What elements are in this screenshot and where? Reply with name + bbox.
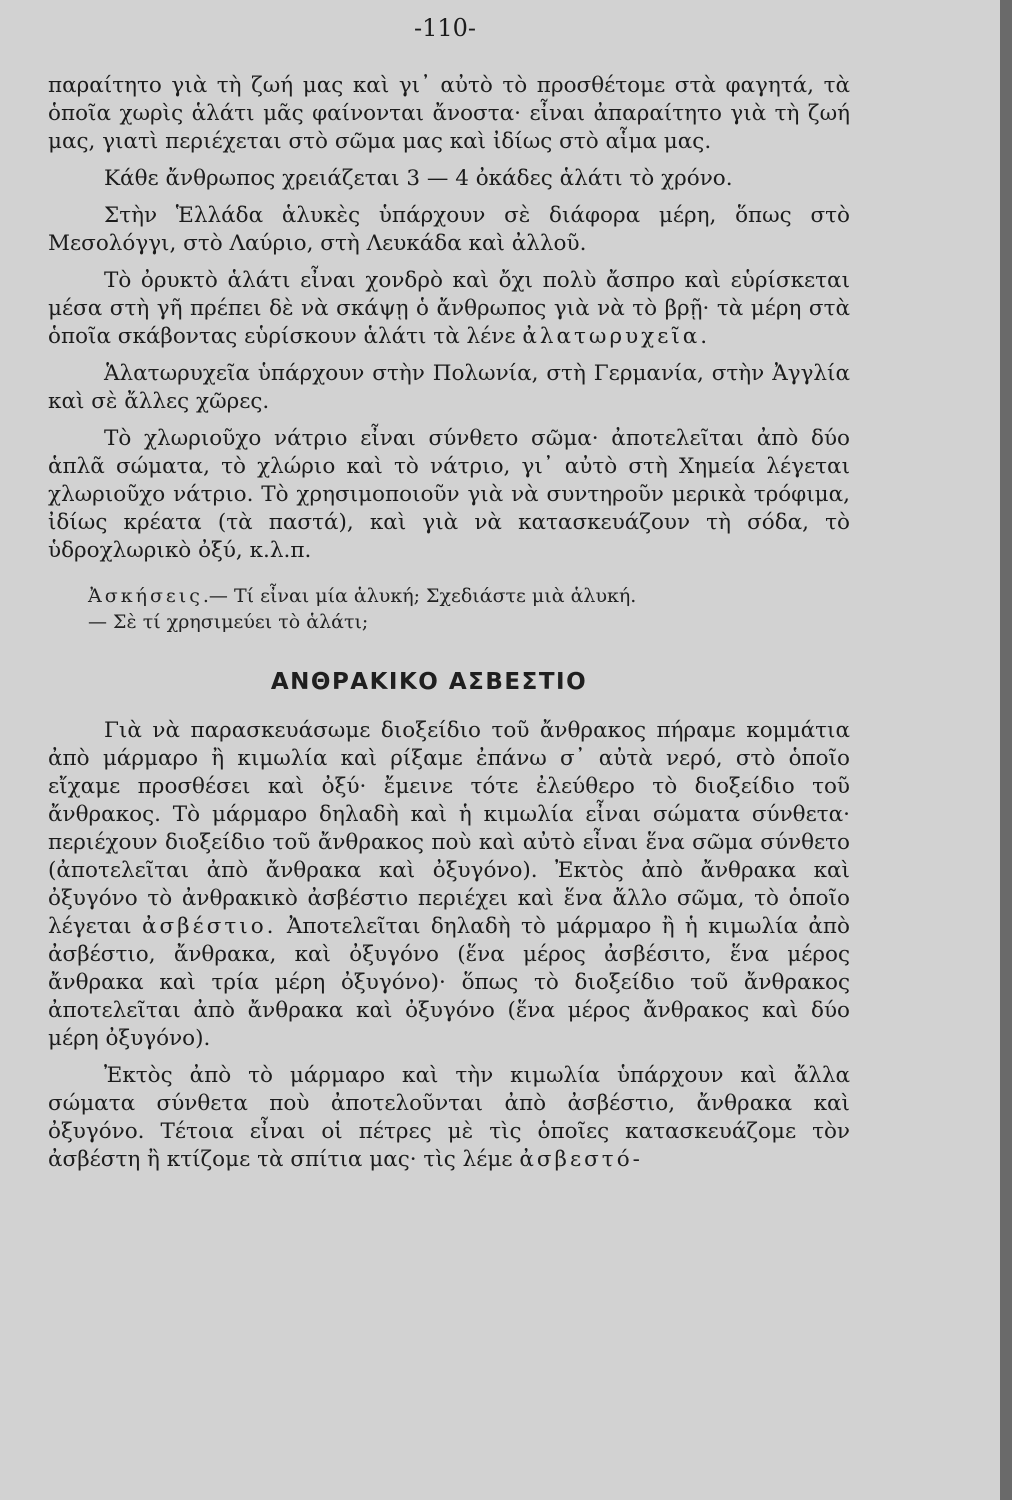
exercises-block [48, 583, 850, 635]
paragraph-calcium-carbonate-1 [48, 717, 850, 1053]
exercise-line-1 [48, 583, 850, 609]
paragraph-calcium-carbonate-2 [48, 1062, 850, 1174]
exercise-question-1: .— Τί εἶναι μία ἁλυκή; Σχεδιάστε μιὰ ἁλυκή. [202, 585, 637, 607]
paragraph-salt-per-year: Κάθε ἄνθρωπος χρειάζεται 3 — 4 ὀκάδες ἁλάτι τὸ χρόνο. [104, 166, 733, 191]
paragraph-salt-mines-countries: Ἁλατωρυχεῖα ὑπάρχουν στὴν Πολωνία, στὴ Γερμανία, στὴν Ἀγγλία καὶ σὲ ἄλλες χῶρες. [48, 361, 850, 414]
calcium-text-before: Γιὰ νὰ παρασκευάσωμε διοξείδιο τοῦ ἄνθρακος πήραμε κομμάτια ἀπὸ μάρμαρο ἢ κιμωλία καὶ ρίξαμε ἐπάνω σ᾿ αὐτὰ νερό, στὸ ὁποῖο εἴχαμε προσθέσει καὶ ὀξύ· ἔμεινε τότε ἐλεύθερο τὸ διοξείδιο τοῦ ἄνθρακος. Τὸ μάρμαρο δηλαδὴ καὶ ἡ κιμωλία εἶναι σώματα σύνθετα· περιέχουν διοξείδιο τοῦ ἄνθρακος ποὺ καὶ αὐτὸ εἶναι ἕνα σῶμα σύνθετο (ἀποτελεῖται ἀπὸ ἄνθρακα καὶ ὀξυγόνο). Ἐκτὸς ἀπὸ ἄνθρακα καὶ ὀξυγόνο τὸ ἀνθρακικὸ ἀσβέστιο περιέχει καὶ ἕνα ἄλλο σῶμα, τὸ ὁποῖο λέγεται [48, 718, 850, 939]
section-title: ΑΝΘΡΑΚΙΚΟ ΑΣΒΕΣΤΙΟ [270, 669, 588, 695]
rock-salt-text: Τὸ ὀρυκτὸ ἁλάτι εἶναι χονδρὸ καὶ ὄχι πολὺ ἄσπρο καὶ εὑρίσκεται μέσα στὴ γῆ πρέπει δὲ νὰ σκάψῃ ὁ ἄνθρωπος γιὰ νὰ τὸ βρῇ· τὰ μέρη στὰ ὁποῖα σκάβοντας εὑρίσκουν ἁλάτι τὰ λένε [48, 268, 850, 349]
term-alatoryxeia: ἀλατωρυχεῖα. [522, 324, 711, 349]
paragraph-rock-salt [48, 267, 850, 351]
paragraph-sodium-chloride: Τὸ χλωριοῦχο νάτριο εἶναι σύνθετο σῶμα· ἀποτελεῖται ἀπὸ δύο ἁπλᾶ σώματα, τὸ χλώριο καὶ τὸ νάτριο, γι᾿ αὐτὸ στὴ Χημεία λέγεται χλωριοῦχο νάτριο. Τὸ χρησιμοποιοῦν γιὰ νὰ συντηροῦν μερικὰ τρόφιμα, ἰδίως κρέατα (τὰ παστά), καὶ γιὰ νὰ κατασκευάζουν τὴ σόδα, τὸ ὑδροχλωρικὸ ὀξύ, κ.λ.π. [48, 426, 850, 563]
limestone-text: Ἐκτὸς ἀπὸ τὸ μάρμαρο καὶ τὴν κιμωλία ὑπάρχουν καὶ ἄλλα σώματα σύνθετα ποὺ ἀποτελοῦνται ἀπὸ ἀσβέστιο, ἄνθρακα καὶ ὀξυγόνο. Τέτοια εἶναι οἱ πέτρες μὲ τὶς ὁποῖες κατασκευάζομε τὸν ἀσβέστη ἢ κτίζομε τὰ σπίτια μας· τὶς λέμε [48, 1063, 850, 1172]
paragraph-salt-necessity: παραίτητο γιὰ τὴ ζωή μας καὶ γι᾿ αὐτὸ τὸ προσθέτομε στὰ φαγητά, τὰ ὁποῖα χωρὶς ἁλάτι μᾶς φαίνονται ἄνοστα· εἶναι ἀπαραίτητο γιὰ τὴ ζωή μας, γιατὶ περιέχεται στὸ σῶμα μας καὶ ἰδίως στὸ αἷμα μας. [48, 73, 850, 154]
term-asvestio: ἀσβέστιο. [141, 914, 277, 939]
term-asvestolithoi: ἀσβεστό- [519, 1147, 643, 1172]
exercise-line-2: — Σὲ τί χρησιμεύει τὸ ἁλάτι; [88, 611, 369, 633]
calcium-text-after: Ἀποτελεῖται δηλαδὴ τὸ μάρμαρο ἢ ἡ κιμωλία ἀπὸ ἀσβέστιο, ἄνθρακα, καὶ ὀξυγόνο (ἕνα μέρος ἀσβέσιτο, ἕνα μέρος ἄνθρακα καὶ τρία μέρη ὀξυγόνο)· ὅπως τὸ διοξείδιο τοῦ ἄνθρακος ἀποτελεῖται ἀπὸ ἄνθρακα καὶ ὀξυγόνο (ἕνα μέρος ἄνθρακος καὶ δύο μέρη ὀξυγόνο). [48, 914, 850, 1051]
page-edge-shadow [1000, 0, 1012, 1500]
page-number: -110- [413, 14, 477, 42]
paragraph-salt-pans-greece: Στὴν Ἑλλάδα ἁλυκὲς ὑπάρχουν σὲ διάφορα μέρη, ὅπως στὸ Μεσολόγγι, στὸ Λαύριο, στὴ Λευκάδα καὶ ἀλλοῦ. [48, 203, 850, 256]
exercises-label: Ἀσκήσεις [88, 585, 203, 607]
main-text [48, 72, 850, 1183]
